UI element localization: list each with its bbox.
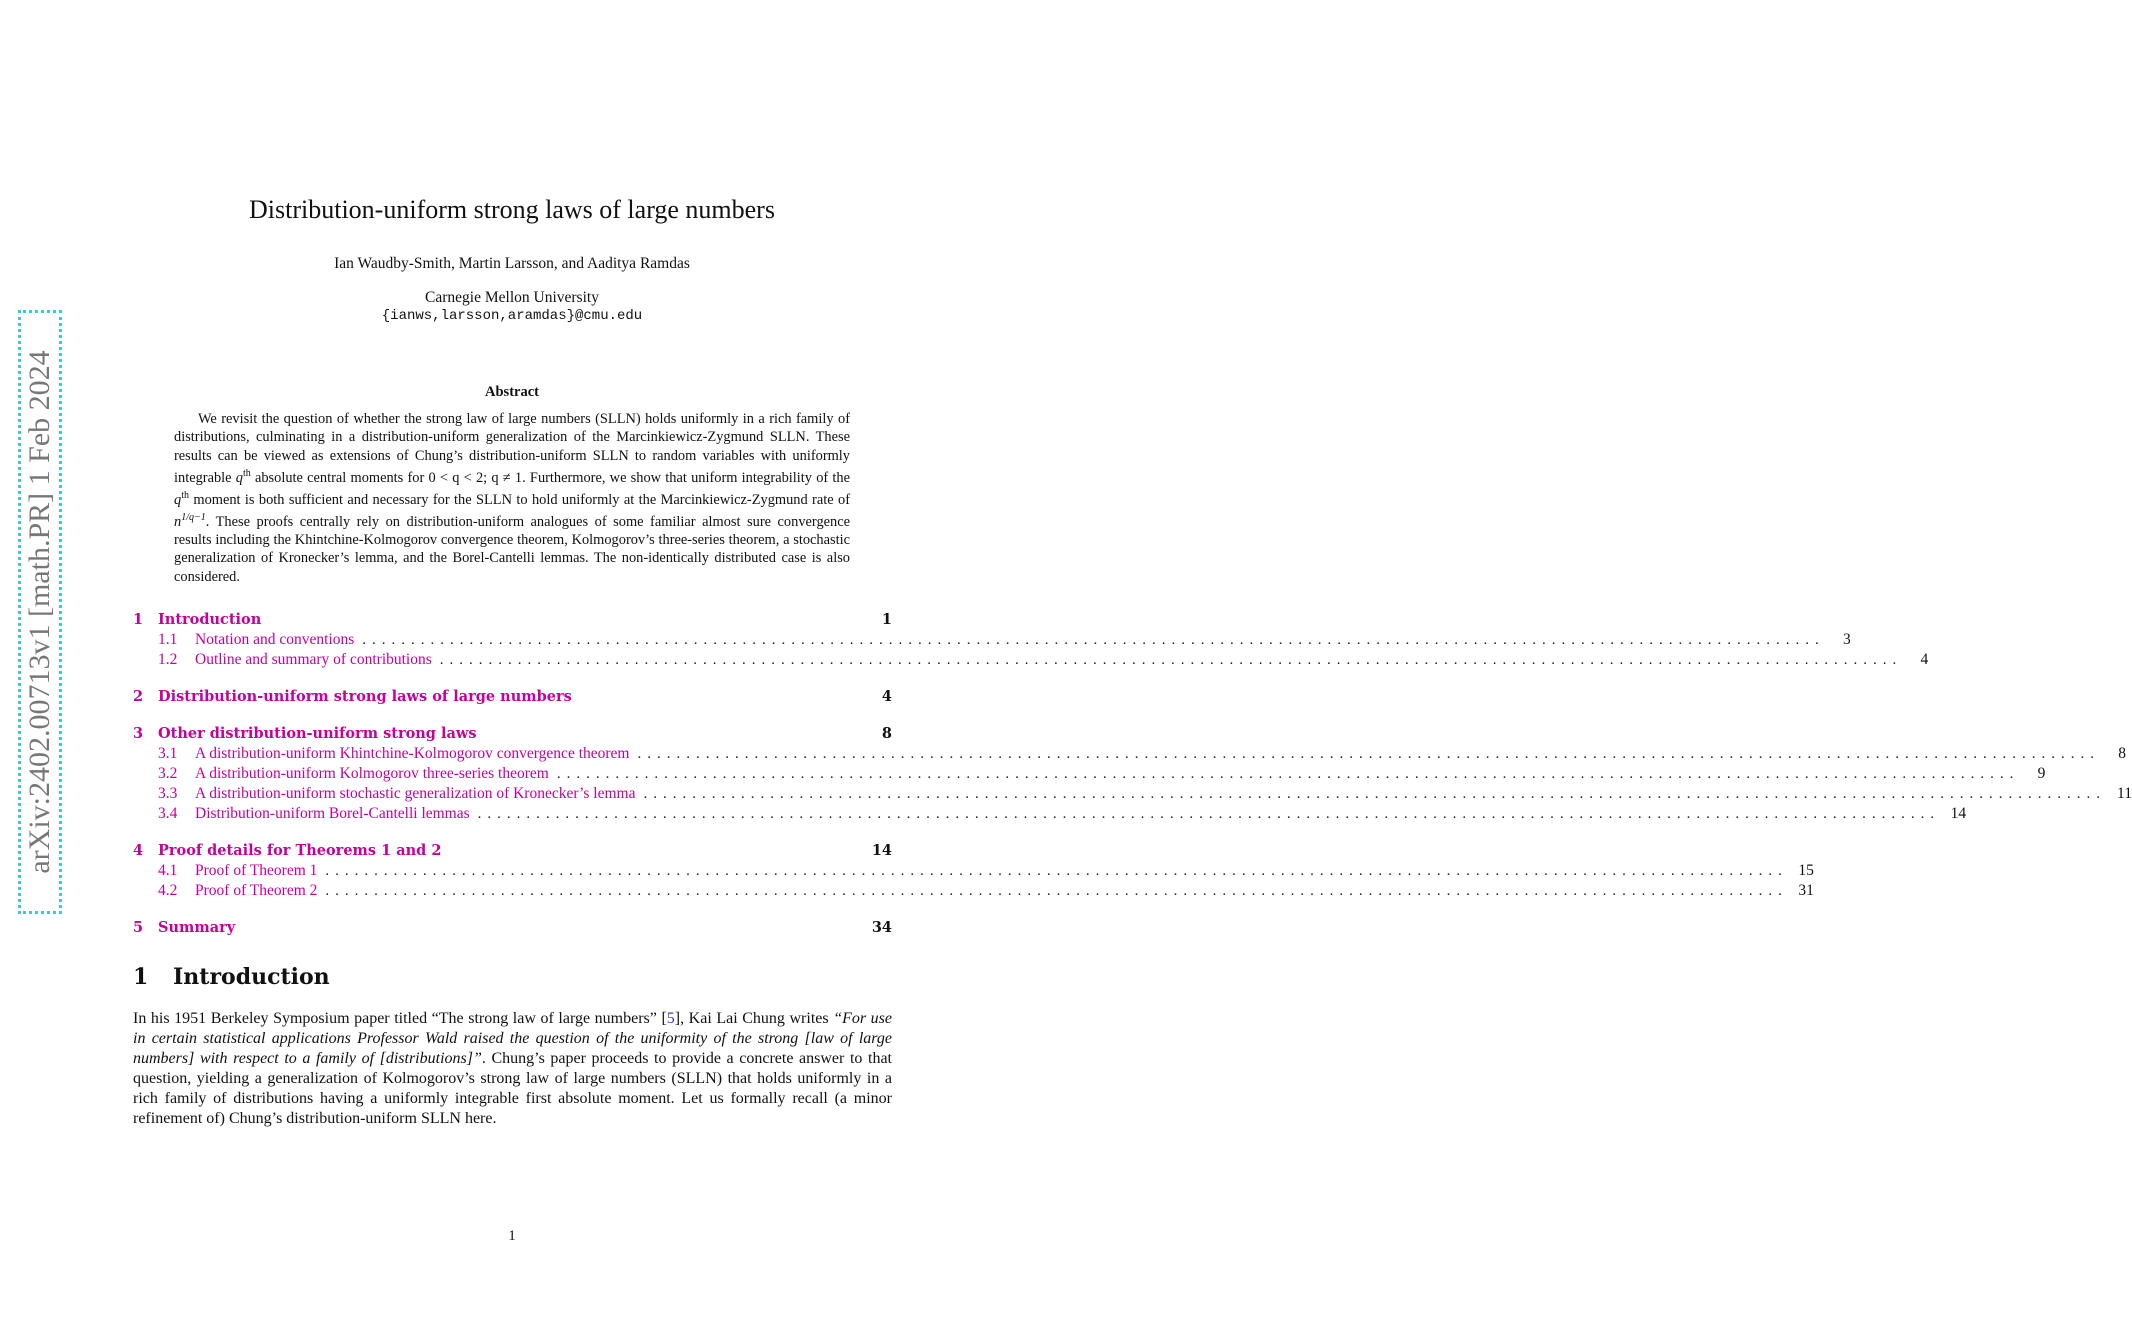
toc-label[interactable]: Summary (158, 919, 236, 936)
toc-leader-dots: ...................................................................................................................................................... (556, 766, 2020, 782)
abstract-n: n (174, 513, 182, 530)
section-number: 1 (133, 964, 149, 990)
toc-leader-dots: ...................................................................................................................................................... (325, 883, 1788, 899)
intro-text-2: ], Kai Lai Chung writes (674, 1010, 834, 1027)
toc-number[interactable]: 3.2 (158, 765, 178, 782)
toc-page-number: 31 (1798, 882, 1814, 899)
affiliation: Carnegie Mellon University (425, 289, 599, 306)
toc-number[interactable]: 3.4 (158, 805, 178, 822)
toc-entry[interactable] (133, 745, 2126, 765)
toc-leader-dots: ...................................................................................................................................................... (362, 632, 1825, 648)
toc-label[interactable]: Proof of Theorem 2 (195, 882, 318, 899)
toc-label[interactable]: Other distribution-uniform strong laws (158, 725, 477, 742)
toc-label[interactable]: A distribution-uniform Khintchine-Kolmogorov convergence theorem (195, 745, 630, 762)
author-emails: {ianws,larsson,aramdas}@cmu.edu (381, 308, 643, 324)
toc-page-number: 14 (871, 842, 892, 859)
citation-link[interactable]: 5 (666, 1010, 675, 1027)
toc-entry[interactable] (133, 651, 1929, 671)
intro-text-1: In his 1951 Berkeley Symposium paper titled “The strong law of large numbers” [ (133, 1010, 667, 1027)
intro-text-3: . Chung’s paper proceeds to provide a concrete answer to that question, yielding a generalization of Kolmogorov’s strong law of large numbers (SLLN) that holds uniformly in a rich family of distributions having a uniformly integrable first absolute moment. Let us formally recall (a minor refinement of) Chung’s distribution-uniform SLLN here. (133, 1050, 892, 1127)
toc-label[interactable]: Proof details for Theorems 1 and 2 (158, 842, 442, 859)
toc-entry[interactable] (133, 919, 892, 939)
paper-title: Distribution-uniform strong laws of large numbers (249, 195, 775, 224)
toc-label[interactable]: A distribution-uniform Kolmogorov three-series theorem (195, 765, 549, 782)
page-number: 1 (508, 1228, 516, 1244)
toc-number[interactable]: 4.1 (158, 862, 178, 879)
toc-entry[interactable] (133, 725, 892, 745)
toc-label[interactable]: Distribution-uniform Borel-Cantelli lemmas (195, 805, 470, 822)
wald-quote: “For use in certain statistical applications Professor Wald raised the question of the uniformity of the strong [law of large numbers] with respect to a family of [distributions]” (133, 1010, 892, 1067)
abstract-q-1: q (235, 469, 243, 486)
toc-page-number: 11 (2117, 785, 2132, 802)
toc-number[interactable]: 1.1 (158, 631, 178, 648)
toc-leader-dots: ...................................................................................................................................................... (325, 863, 1788, 879)
toc-leader-dots: ...................................................................................................................................................... (637, 746, 2100, 762)
toc-entry[interactable] (133, 785, 2132, 805)
abstract-th-2: th (181, 489, 189, 501)
arxiv-identifier: arXiv:2402.00713v1 [math.PR] 1 Feb 2024 (23, 350, 56, 874)
authors: Ian Waudby-Smith, Martin Larsson, and Aaditya Ramdas (334, 255, 690, 272)
toc-page-number: 9 (2037, 765, 2046, 782)
toc-entry[interactable] (133, 688, 892, 708)
toc-gap (133, 902, 892, 919)
toc-page-number: 8 (2118, 745, 2126, 762)
toc-page-number: 34 (871, 919, 892, 936)
section-title: Introduction (173, 964, 330, 990)
toc-label[interactable]: Proof of Theorem 1 (195, 862, 318, 879)
toc-number[interactable]: 1 (133, 611, 144, 628)
abstract-body (174, 410, 850, 586)
toc-number[interactable]: 3.3 (158, 785, 178, 802)
toc-entry[interactable] (133, 842, 892, 862)
abstract-rate-exponent: 1/q−1 (181, 512, 206, 524)
toc-entry[interactable] (133, 611, 892, 631)
toc-page-number: 15 (1798, 862, 1814, 879)
toc-number[interactable]: 5 (133, 919, 144, 936)
toc-leader-dots: ...................................................................................................................................................... (477, 806, 1941, 822)
toc-leader-dots: ...................................................................................................................................................... (439, 652, 1903, 668)
toc-page-number: 4 (881, 688, 892, 705)
abstract-text-3: moment is both sufficient and necessary for the SLLN to hold uniformly at the Marcinkiewicz-Zygmund rate of (188, 491, 850, 508)
toc-number[interactable]: 2 (133, 688, 144, 705)
abstract-heading: Abstract (485, 384, 539, 400)
toc-gap (133, 708, 892, 725)
abstract-th-1: th (242, 467, 251, 479)
toc-number[interactable]: 3 (133, 725, 144, 742)
toc-leader-dots: ...................................................................................................................................................... (643, 786, 2106, 802)
toc-label[interactable]: Notation and conventions (195, 631, 355, 648)
toc-label[interactable]: Introduction (158, 611, 262, 628)
abstract-text-2: absolute central moments for 0 < q < 2; q ≠ 1. Furthermore, we show that uniform integrability of the (250, 469, 851, 486)
table-of-contents (133, 611, 2132, 939)
toc-entry[interactable] (133, 765, 2046, 785)
toc-gap (133, 671, 892, 688)
toc-entry[interactable] (133, 805, 1967, 825)
toc-label[interactable]: A distribution-uniform stochastic generalization of Kronecker’s lemma (195, 785, 636, 802)
section-heading-introduction (133, 964, 330, 990)
toc-gap (133, 825, 892, 842)
toc-number[interactable]: 3.1 (158, 745, 178, 762)
abstract-q-2: q (174, 491, 182, 508)
toc-label[interactable]: Outline and summary of contributions (195, 651, 432, 668)
toc-page-number: 14 (1950, 805, 1967, 822)
toc-entry[interactable] (133, 631, 1851, 651)
toc-entry[interactable] (133, 862, 1814, 882)
toc-page-number: 4 (1920, 651, 1929, 668)
toc-page-number: 1 (881, 611, 892, 628)
abstract-text-1: We revisit the question of whether the strong law of large numbers (SLLN) holds uniformly in a rich family of distributions, culminating in a distribution-uniform generalization of the Marcinkiewicz-Zygmund SLLN. These results can be viewed as extensions of Chung’s distribution-uniform SLLN to random variables with uniformly integrable (174, 411, 850, 486)
toc-label[interactable]: Distribution-uniform strong laws of large numbers (158, 688, 572, 705)
toc-entry[interactable] (133, 882, 1814, 902)
toc-number[interactable]: 4.2 (158, 882, 178, 899)
abstract-text-4: . These proofs centrally rely on distribution-uniform analogues of some familiar almost sure convergence results including the Khintchine-Kolmogorov convergence theorem, Kolmogorov’s three-series theorem, a stochastic generalization of Kronecker’s lemma, and the Borel-Cantelli lemmas. The non-identically distributed case is also considered. (174, 513, 850, 585)
toc-page-number: 8 (881, 725, 892, 742)
toc-page-number: 3 (1843, 631, 1851, 648)
toc-number[interactable]: 1.2 (158, 651, 178, 668)
toc-number[interactable]: 4 (133, 842, 144, 859)
introduction-paragraph (133, 1009, 892, 1129)
